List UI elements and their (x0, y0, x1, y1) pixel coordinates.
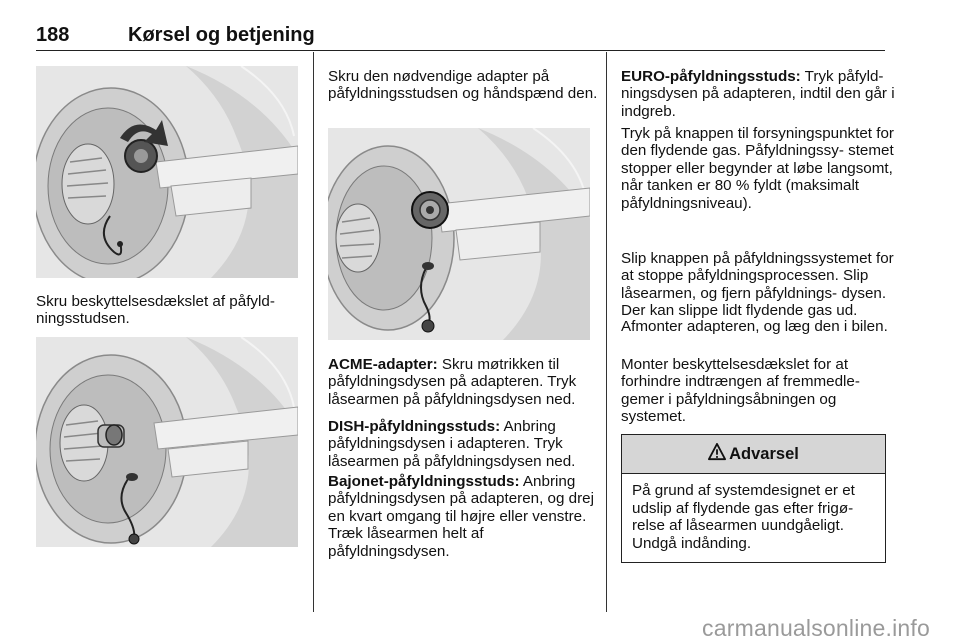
push-button-text: Tryk på knappen til forsyningspunktet for den flydende gas. Påfyldningssy- stemet stopper eller begynder at løbe langsomt, når tanken er 80 % fyldt (maksimalt påfyldningsniveau). (621, 125, 894, 212)
acme-adapter-text (328, 356, 600, 408)
acme-adapter-illustration (328, 128, 590, 340)
warning-title: Advarsel (729, 445, 799, 463)
warning-header (622, 435, 885, 474)
warning-triangle-icon (708, 443, 726, 461)
chapter-title: Kørsel og betjening (128, 24, 315, 46)
adapter-screwed-on-illustration (36, 337, 298, 547)
fig1-caption: Skru beskyttelsesdækslet af påfyld- ningsstudsen. (36, 293, 275, 328)
dish-nozzle-body: Anbring påfyldningsdysen i adapteren. Tryk låsearmen på påfyldningsdysen ned. (328, 418, 576, 470)
bayonet-nozzle-text (328, 473, 600, 560)
acme-adapter-body: Skru møtrikken til påfyldningsdysen på adapteren. Tryk låsearmen på påfyldningsdysen ned. (328, 356, 577, 408)
euro-nozzle-label: EURO-påfyldningsstuds: (621, 68, 801, 85)
bayonet-nozzle-body: Anbring påfyldningsdysen på adapteren, og drej en kvart omgang til højre eller venstre. Træk låsearmen helt af påfyldningsdysen. (328, 473, 594, 560)
warning-box (621, 434, 886, 563)
release-button-text: Slip knappen på påfyldningssystemet for at stoppe påfyldningsprocessen. Slip låsearmen, og fjern påfyldnings- dysen. Der kan slippe lidt flydende gas ud. (621, 250, 894, 320)
watermark: carmanualsonline.info (702, 615, 930, 641)
remove-adapter-text: Afmonter adapteren, og læg den i bilen. (621, 318, 888, 335)
column-divider (313, 52, 314, 612)
dish-nozzle-text (328, 418, 600, 470)
fuel-cap-removal-illustration (36, 66, 298, 278)
adapter-intro-text: Skru den nødvendige adapter på påfyldningsstudsen og håndspænd den. (328, 68, 598, 103)
warning-text: På grund af systemdesignet er et udslip af flydende gas efter frigø- relse af låsearmen uundgåeligt. Undgå indånding. (632, 482, 855, 552)
acme-adapter-label: ACME-adapter: (328, 356, 438, 373)
euro-nozzle-body: Tryk påfyld- ningsdysen på adapteren, indtil den går i indgreb. (621, 68, 895, 120)
page-header (36, 24, 885, 51)
page-number: 188 (36, 24, 70, 46)
bayonet-nozzle-label: Bajonet-påfyldningsstuds: (328, 473, 520, 490)
column-divider (606, 52, 607, 612)
mount-cover-text: Monter beskyttelsesdækslet for at forhindre indtrængen af fremmedle- gemer i påfyldningsåbningen og systemet. (621, 356, 860, 426)
header-divider (36, 50, 885, 51)
dish-nozzle-label: DISH-påfyldningsstuds: (328, 418, 501, 435)
euro-nozzle-text (621, 68, 896, 120)
